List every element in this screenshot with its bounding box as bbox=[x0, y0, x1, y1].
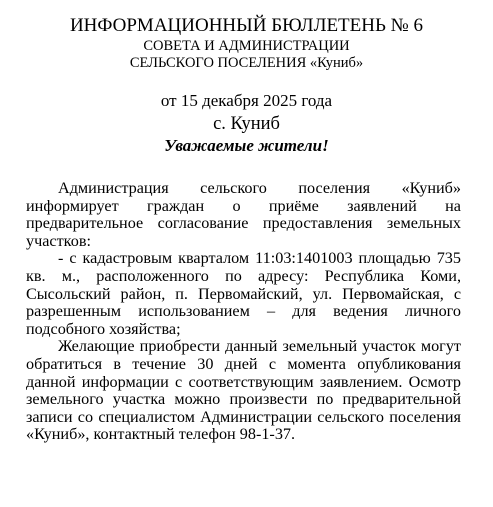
land-plot-details-paragraph: - с кадастровым кварталом 11:03:1401003 площадью 735 кв. м., расположенного по адресу: Республика Коми, Сысольский район, п. Первомайский, ул. Первомайская, с разрешенным использованием – для ведения личного подсобного хозяйства; bbox=[26, 249, 461, 338]
issue-date: от 15 декабря 2025 года bbox=[160, 91, 333, 110]
contact-paragraph: Желающие приобрести данный земельный участок могут обратиться в течение 30 дней с момента опубликования данной информации с соответствующим заявлением. Осмотр земельного участка можно произвести по предварительной записи со специалистом Администрации сельского поселения «Куниб», контактный телефон 98-1-37. bbox=[26, 337, 461, 444]
bulletin-subtitle-council: СОВЕТА И АДМИНИСТРАЦИИ bbox=[143, 38, 350, 54]
greeting-heading: Уважаемые жители! bbox=[164, 136, 329, 155]
bulletin-subtitle-settlement: СЕЛЬСКОГО ПОСЕЛЕНИЯ «Куниб» bbox=[129, 55, 364, 71]
bulletin-title: ИНФОРМАЦИОННЫЙ БЮЛЛЕТЕНЬ № 6 bbox=[69, 15, 424, 36]
announcement-body bbox=[26, 180, 461, 444]
place-name: с. Куниб bbox=[213, 114, 280, 134]
intro-paragraph: Администрация сельского поселения «Куниб» информирует граждан о приёме заявлений на предварительное согласование предоставления земельных участков: bbox=[26, 179, 461, 250]
